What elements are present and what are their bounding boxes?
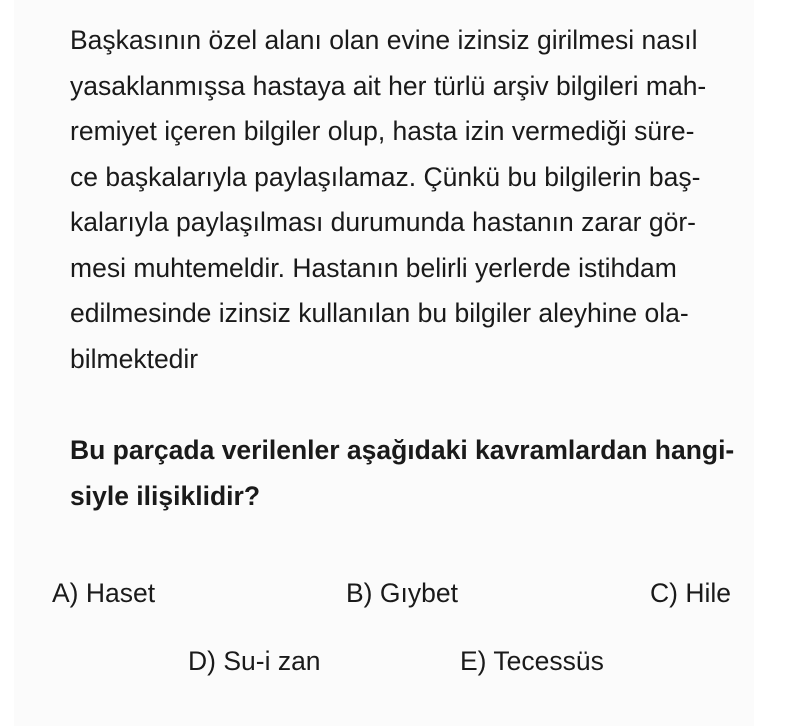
passage-line: bilmektedir bbox=[70, 343, 199, 374]
option-b[interactable]: B) Gıybet bbox=[346, 578, 458, 608]
passage-line: Başkasının özel alanı olan evine izinsiz girilmesi nasıl bbox=[70, 25, 698, 55]
passage-line: edilmesinde izinsiz kullanılan bu bilgiler aleyhine ola- bbox=[70, 298, 689, 328]
question-sheet bbox=[14, 0, 754, 726]
question-line: siyle ilişiklidir? bbox=[70, 480, 261, 511]
passage-line: remiyet içeren bilgiler olup, hasta izin vermediği süre- bbox=[70, 116, 695, 146]
question-line: Bu parçada verilenler aşağıdaki kavramlardan hangi- bbox=[70, 435, 735, 465]
question-stem bbox=[70, 428, 760, 519]
passage-line: ce başkalarıyla paylaşılamaz. Çünkü bu bilgilerin baş- bbox=[70, 161, 701, 192]
passage-line: kalarıyla paylaşılması durumunda hastanın zarar gör- bbox=[70, 207, 696, 237]
option-a[interactable]: A) Haset bbox=[52, 578, 156, 608]
passage-line: mesi muhtemeldir. Hastanın belirli yerlerde istihdam bbox=[70, 252, 677, 283]
passage-line: yasaklanmışsa hastaya ait her türlü arşiv bilgileri mah- bbox=[70, 70, 707, 101]
option-c[interactable]: C) Hile bbox=[650, 578, 731, 608]
option-e[interactable]: E) Tecessüs bbox=[460, 646, 604, 676]
passage-text bbox=[70, 18, 760, 382]
option-d[interactable]: D) Su-i zan bbox=[188, 646, 321, 676]
